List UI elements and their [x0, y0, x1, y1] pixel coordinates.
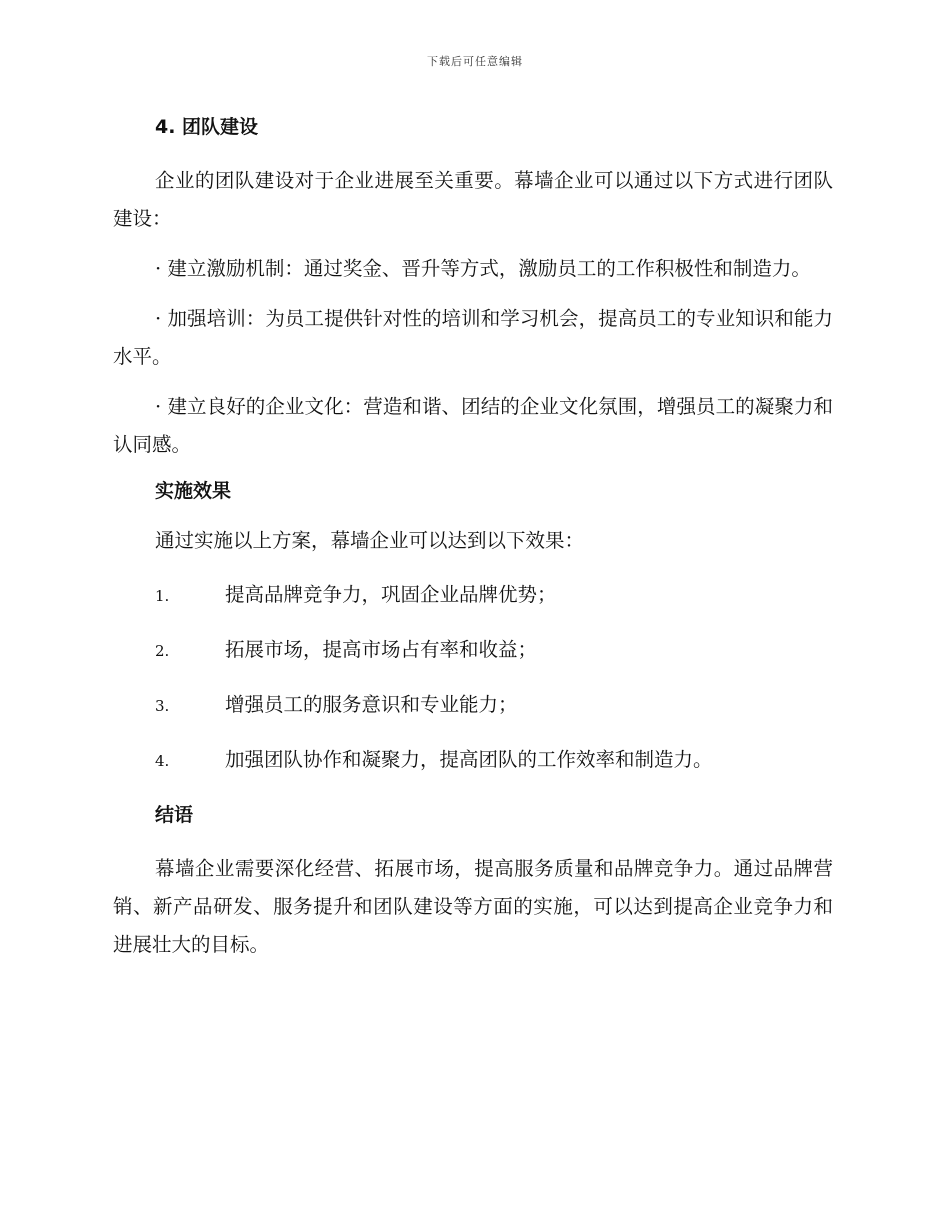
- list-item: [113, 745, 833, 776]
- team-building-bullet: · 建立激励机制：通过奖金、晋升等方式，激励员工的工作积极性和制造力。: [155, 257, 811, 280]
- list-item-number: 4.: [155, 752, 170, 770]
- section-heading-team-building: 4. 团队建设: [155, 116, 259, 138]
- list-item-number: 3.: [155, 697, 170, 715]
- team-building-bullet: · 加强培训：为员工提供针对性的培训和学习机会，提高员工的专业知识和能力水平。: [113, 307, 833, 368]
- list-item-text: 拓展市场，提高市场占有率和收益；: [225, 638, 538, 661]
- document-content: [113, 112, 833, 976]
- team-building-intro: 企业的团队建设对于企业进展至关重要。幕墙企业可以通过以下方式进行团队建设：: [113, 169, 833, 230]
- effects-list: [113, 580, 833, 776]
- header-note: 下载后可任意编辑: [427, 55, 523, 68]
- list-item: [113, 690, 833, 721]
- list-item-text: 增强员工的服务意识和专业能力；: [225, 693, 518, 716]
- list-item-number: 1.: [155, 587, 170, 605]
- list-item: [113, 580, 833, 611]
- section-heading-effects: 实施效果: [155, 480, 232, 502]
- conclusion-text: 幕墙企业需要深化经营、拓展市场，提高服务质量和品牌竞争力。通过品牌营销、新产品研发、服务提升和团队建设等方面的实施，可以达到提高企业竞争力和进展壮大的目标。: [113, 857, 833, 956]
- list-item-text: 加强团队协作和凝聚力，提高团队的工作效率和制造力。: [225, 748, 713, 771]
- list-item: [113, 635, 833, 666]
- section-heading-conclusion: 结语: [155, 804, 194, 826]
- list-item-number: 2.: [155, 642, 170, 660]
- effects-intro: 通过实施以上方案，幕墙企业可以达到以下效果：: [155, 529, 585, 552]
- list-item-text: 提高品牌竞争力，巩固企业品牌优势；: [225, 583, 557, 606]
- team-building-bullet: · 建立良好的企业文化：营造和谐、团结的企业文化氛围，增强员工的凝聚力和认同感。: [113, 395, 833, 456]
